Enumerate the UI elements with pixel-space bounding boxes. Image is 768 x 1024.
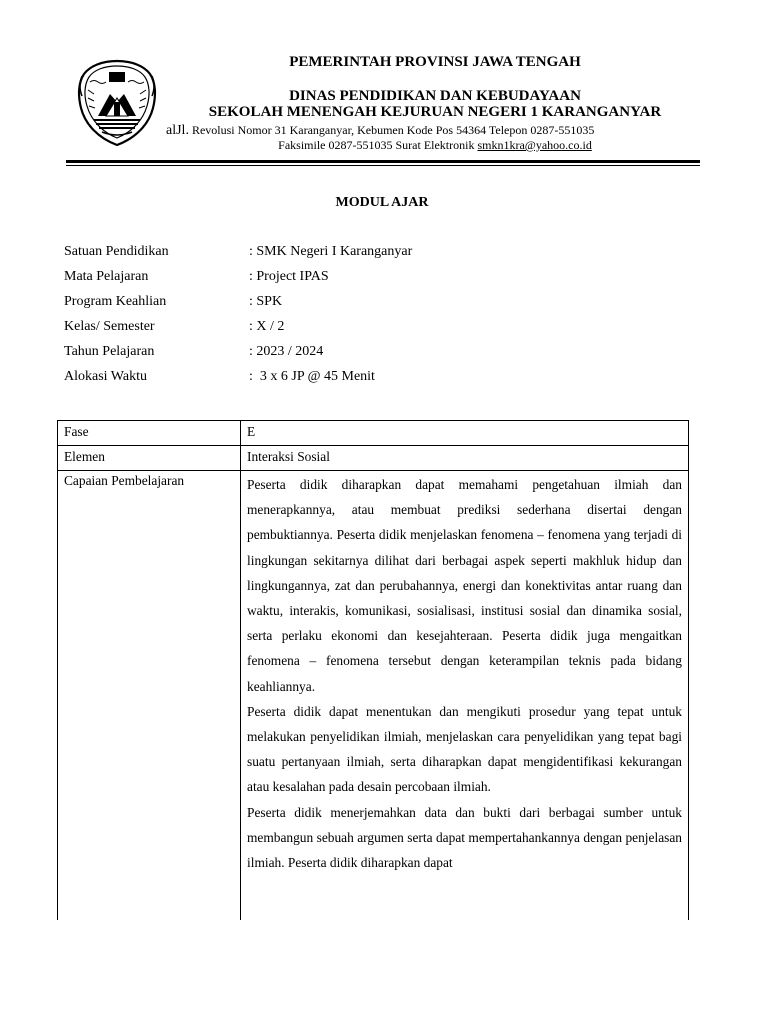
address-prefix: alJl.	[166, 123, 189, 138]
table-label-cell: Fase	[58, 421, 241, 446]
identity-row	[64, 244, 664, 269]
identity-label: Tahun Pelajaran	[64, 344, 155, 359]
table-row	[58, 471, 689, 921]
identity-row	[64, 319, 664, 344]
identity-label: Kelas/ Semester	[64, 319, 155, 334]
identity-label: Alokasi Waktu	[64, 369, 147, 384]
fax-text: Faksimile 0287-551035 Surat Elektronik	[278, 138, 478, 152]
table-label-cell: Elemen	[58, 446, 241, 471]
table-row	[58, 446, 689, 471]
learning-outcome-paragraph: Peserta didik dapat menentukan dan mengikuti prosedur yang tepat untuk melakukan penyelidikan ilmiah, menjelaskan cara penyelidikan yang tepat bagi suatu pertanyaan ilmiah, serta diharapkan dapat mengidentifikasi kekurangan atau kesalahan pada desain percobaan ilmiah.	[247, 703, 682, 795]
document-title: MODUL AJAR	[335, 195, 429, 210]
identity-row	[64, 269, 664, 294]
letterhead-divider-thin	[66, 165, 700, 166]
letterhead-department: DINAS PENDIDIKAN DAN KEBUDAYAAN	[289, 88, 581, 104]
letterhead-contact	[170, 138, 700, 153]
learning-outcomes-cell	[241, 471, 689, 921]
identity-label: Program Keahlian	[64, 294, 167, 309]
table-value-cell: Interaksi Sosial	[241, 446, 689, 471]
letterhead-address	[166, 123, 594, 139]
letterhead-government: PEMERINTAH PROVINSI JAWA TENGAH	[289, 54, 581, 70]
identity-value: : 2023 / 2024	[249, 344, 324, 359]
letterhead-divider-thick	[66, 160, 700, 163]
identity-row	[64, 344, 664, 369]
module-table	[57, 420, 689, 920]
table-row	[58, 421, 689, 446]
address-text: Revolusi Nomor 31 Karanganyar, Kebumen Kode Pos 54364 Telepon 0287-551035	[188, 123, 595, 137]
learning-outcome-paragraph: Peserta didik diharapkan dapat memahami pengetahuan ilmiah dan menerapkannya, atau membuat prediksi sederhana disertai dengan pembuktiannya. Peserta didik menjelaskan fenomena – fenomena yang terjadi di lingkungan sekitarnya dilihat dari berbagai aspek seperti makhluk hidup dan lingkungannya, zat dan perubahannya, energi dan konektivitas antar ruang dan waktu, interakis, komunikasi, sosialisasi, institusi sosial dan dinamika sosial, serta perlaku ekonomi dan kesejahteraan. Peserta didik juga mengaitkan fenomena – fenomena tersebut dengan keterampilan teknis pada bidang keahliannya.	[247, 477, 682, 694]
learning-outcomes-text	[247, 471, 682, 920]
provincial-emblem-icon	[76, 58, 158, 148]
identity-label: Satuan Pendidikan	[64, 244, 169, 259]
identity-value: : X / 2	[249, 319, 285, 334]
table-label-cell: Capaian Pembelajaran	[58, 471, 241, 921]
identity-row	[64, 294, 664, 319]
identity-row	[64, 369, 664, 394]
learning-outcome-paragraph: Peserta didik menerjemahkan data dan bukti dari berbagai sumber untuk membangun sebuah argumen serta dapat mempertahankannya dengan penjelasan ilmiah. Peserta didik diharapkan dapat	[247, 804, 682, 871]
table-value-cell: E	[241, 421, 689, 446]
identity-value: : Project IPAS	[249, 269, 329, 284]
letterhead-school: SEKOLAH MENENGAH KEJURUAN NEGERI 1 KARANGANYAR	[208, 104, 662, 120]
identity-value: : SPK	[249, 294, 283, 309]
email-link[interactable]: smkn1kra@yahoo.co.id	[477, 138, 592, 152]
identity-list	[64, 244, 664, 394]
identity-value: : 3 x 6 JP @ 45 Menit	[249, 369, 375, 384]
identity-label: Mata Pelajaran	[64, 269, 149, 284]
identity-value: : SMK Negeri I Karanganyar	[249, 244, 413, 259]
